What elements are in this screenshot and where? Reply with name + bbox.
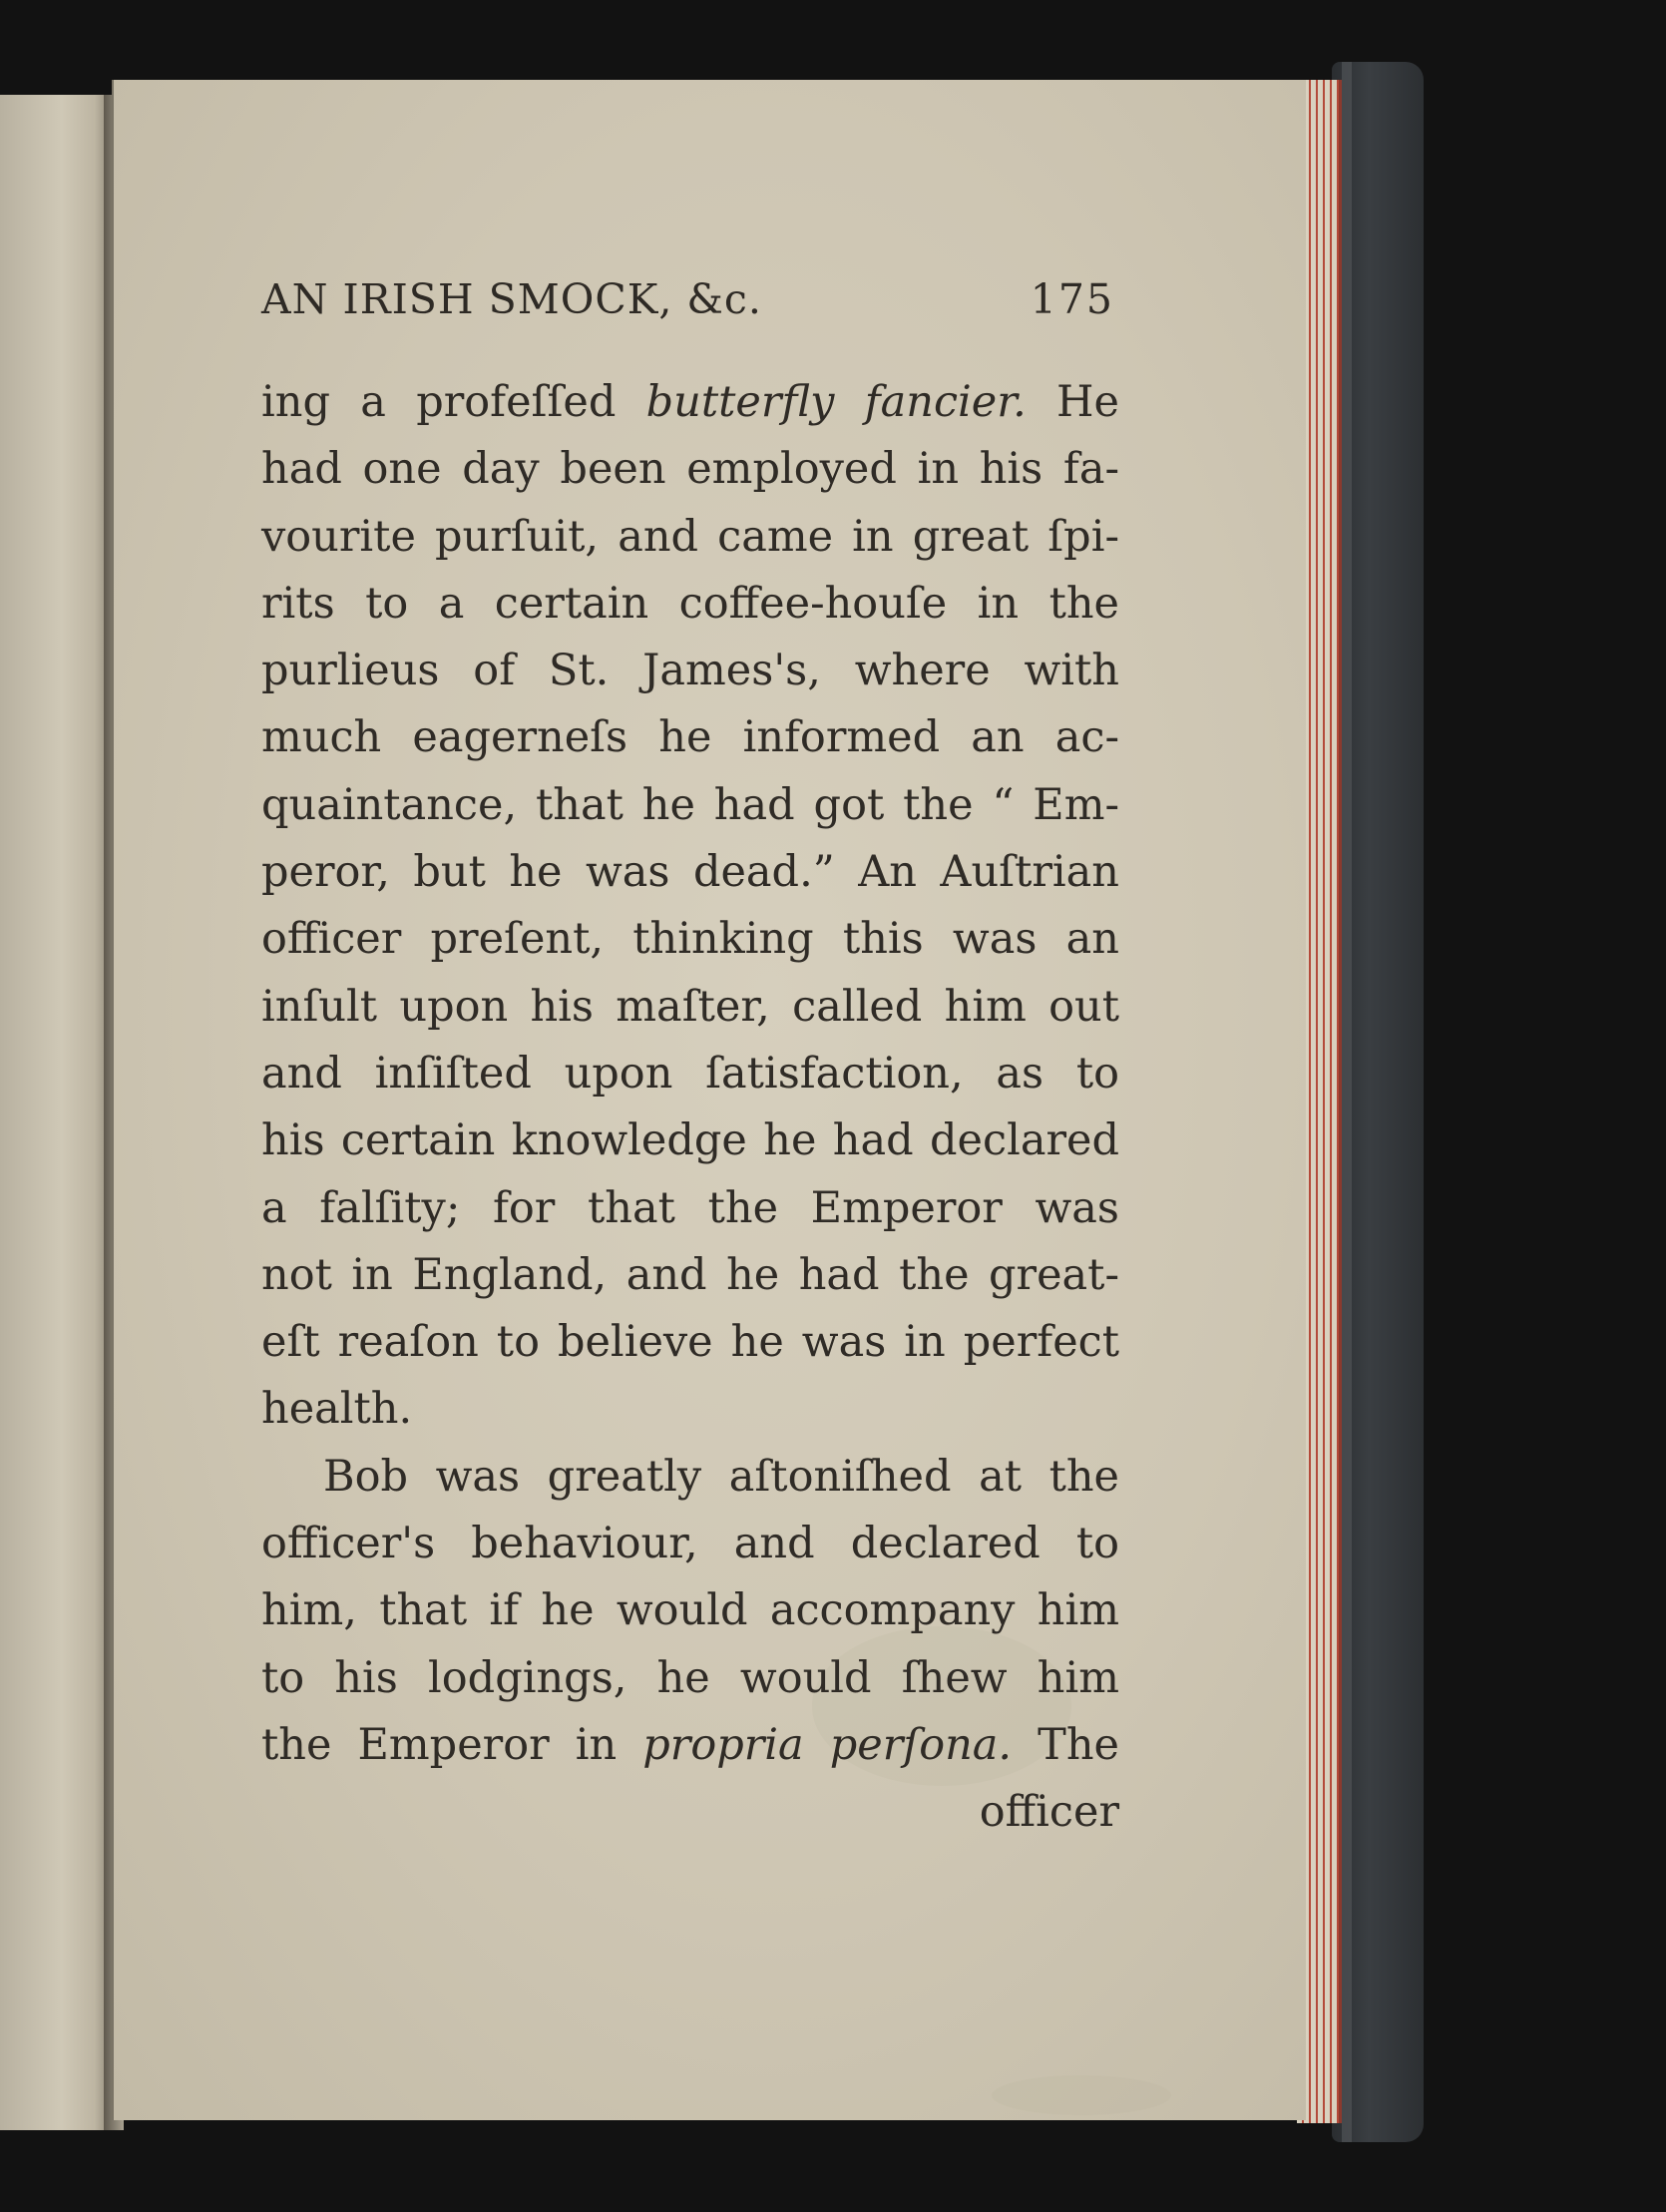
text-line	[261, 1242, 1119, 1309]
text-line	[261, 1779, 1119, 1846]
page-header	[261, 275, 1114, 335]
text-line	[261, 1107, 1119, 1174]
text-run: not in England, and he had the great-	[261, 1249, 1119, 1300]
text-line	[261, 504, 1119, 571]
text-run: to his lodgings, he would ſhew him	[261, 1652, 1119, 1703]
text-run: vourite purſuit, and came in great ſpi-	[261, 511, 1119, 562]
italic-run: butterfly fancier.	[645, 377, 1027, 427]
text-run: purlieus of St. James's, where with	[261, 646, 1119, 696]
text-line	[261, 436, 1119, 503]
text-line	[261, 1376, 1119, 1443]
body-text	[261, 369, 1119, 1847]
text-line	[261, 638, 1119, 704]
running-title: AN IRISH SMOCK, &c.	[261, 275, 762, 323]
text-run: the Emperor in	[261, 1719, 643, 1770]
text-run: He	[1026, 377, 1119, 427]
text-run: and inſiſted upon ſatisfaction, as to	[261, 1048, 1119, 1099]
text-line	[261, 1444, 1119, 1511]
text-run: eſt reaſon to believe he was in perfect	[261, 1317, 1119, 1368]
text-line	[261, 1645, 1119, 1712]
text-line	[261, 974, 1119, 1041]
text-line	[261, 1511, 1119, 1577]
text-run: inſult upon his maſter, called him out	[261, 981, 1119, 1032]
text-line	[261, 369, 1119, 436]
facing-page-edge	[0, 95, 114, 2130]
text-run: The	[1012, 1719, 1120, 1770]
text-run: peror, but he was dead.” An Auſtrian	[261, 847, 1119, 898]
text-run: rits to a certain coffee-houſe in the	[261, 578, 1119, 629]
text-run: a falſity; for that the Emperor was	[261, 1182, 1119, 1233]
text-line	[261, 571, 1119, 638]
text-run: officer	[979, 1787, 1119, 1838]
italic-run: propria perſona.	[642, 1719, 1013, 1770]
text-run: officer preſent, thinking this was an	[261, 914, 1119, 965]
text-line	[261, 839, 1119, 906]
text-line	[261, 1712, 1119, 1779]
text-run: Bob was greatly aſtoniſhed at the	[323, 1451, 1119, 1502]
text-line	[261, 772, 1119, 839]
text-line	[261, 1175, 1119, 1242]
text-run: health.	[261, 1384, 413, 1435]
cover-edge	[1342, 62, 1352, 2142]
text-line	[261, 704, 1119, 771]
paper-stain	[992, 2075, 1171, 2115]
text-run: had one day been employed in his fa-	[261, 444, 1119, 495]
text-run: ing a profeſſed	[261, 377, 646, 427]
text-run: quaintance, that he had got the “ Em-	[261, 779, 1119, 830]
text-run: much eagerneſs he informed an ac-	[261, 712, 1119, 763]
text-run: officer's behaviour, and declared to	[261, 1519, 1119, 1569]
text-line	[261, 1309, 1119, 1376]
text-line	[261, 1041, 1119, 1107]
text-run: his certain knowledge he had declared	[261, 1115, 1119, 1166]
text-run: him, that if he would accompany him	[261, 1585, 1119, 1636]
text-line	[261, 1577, 1119, 1644]
text-line	[261, 906, 1119, 973]
page-number: 175	[1030, 275, 1114, 323]
